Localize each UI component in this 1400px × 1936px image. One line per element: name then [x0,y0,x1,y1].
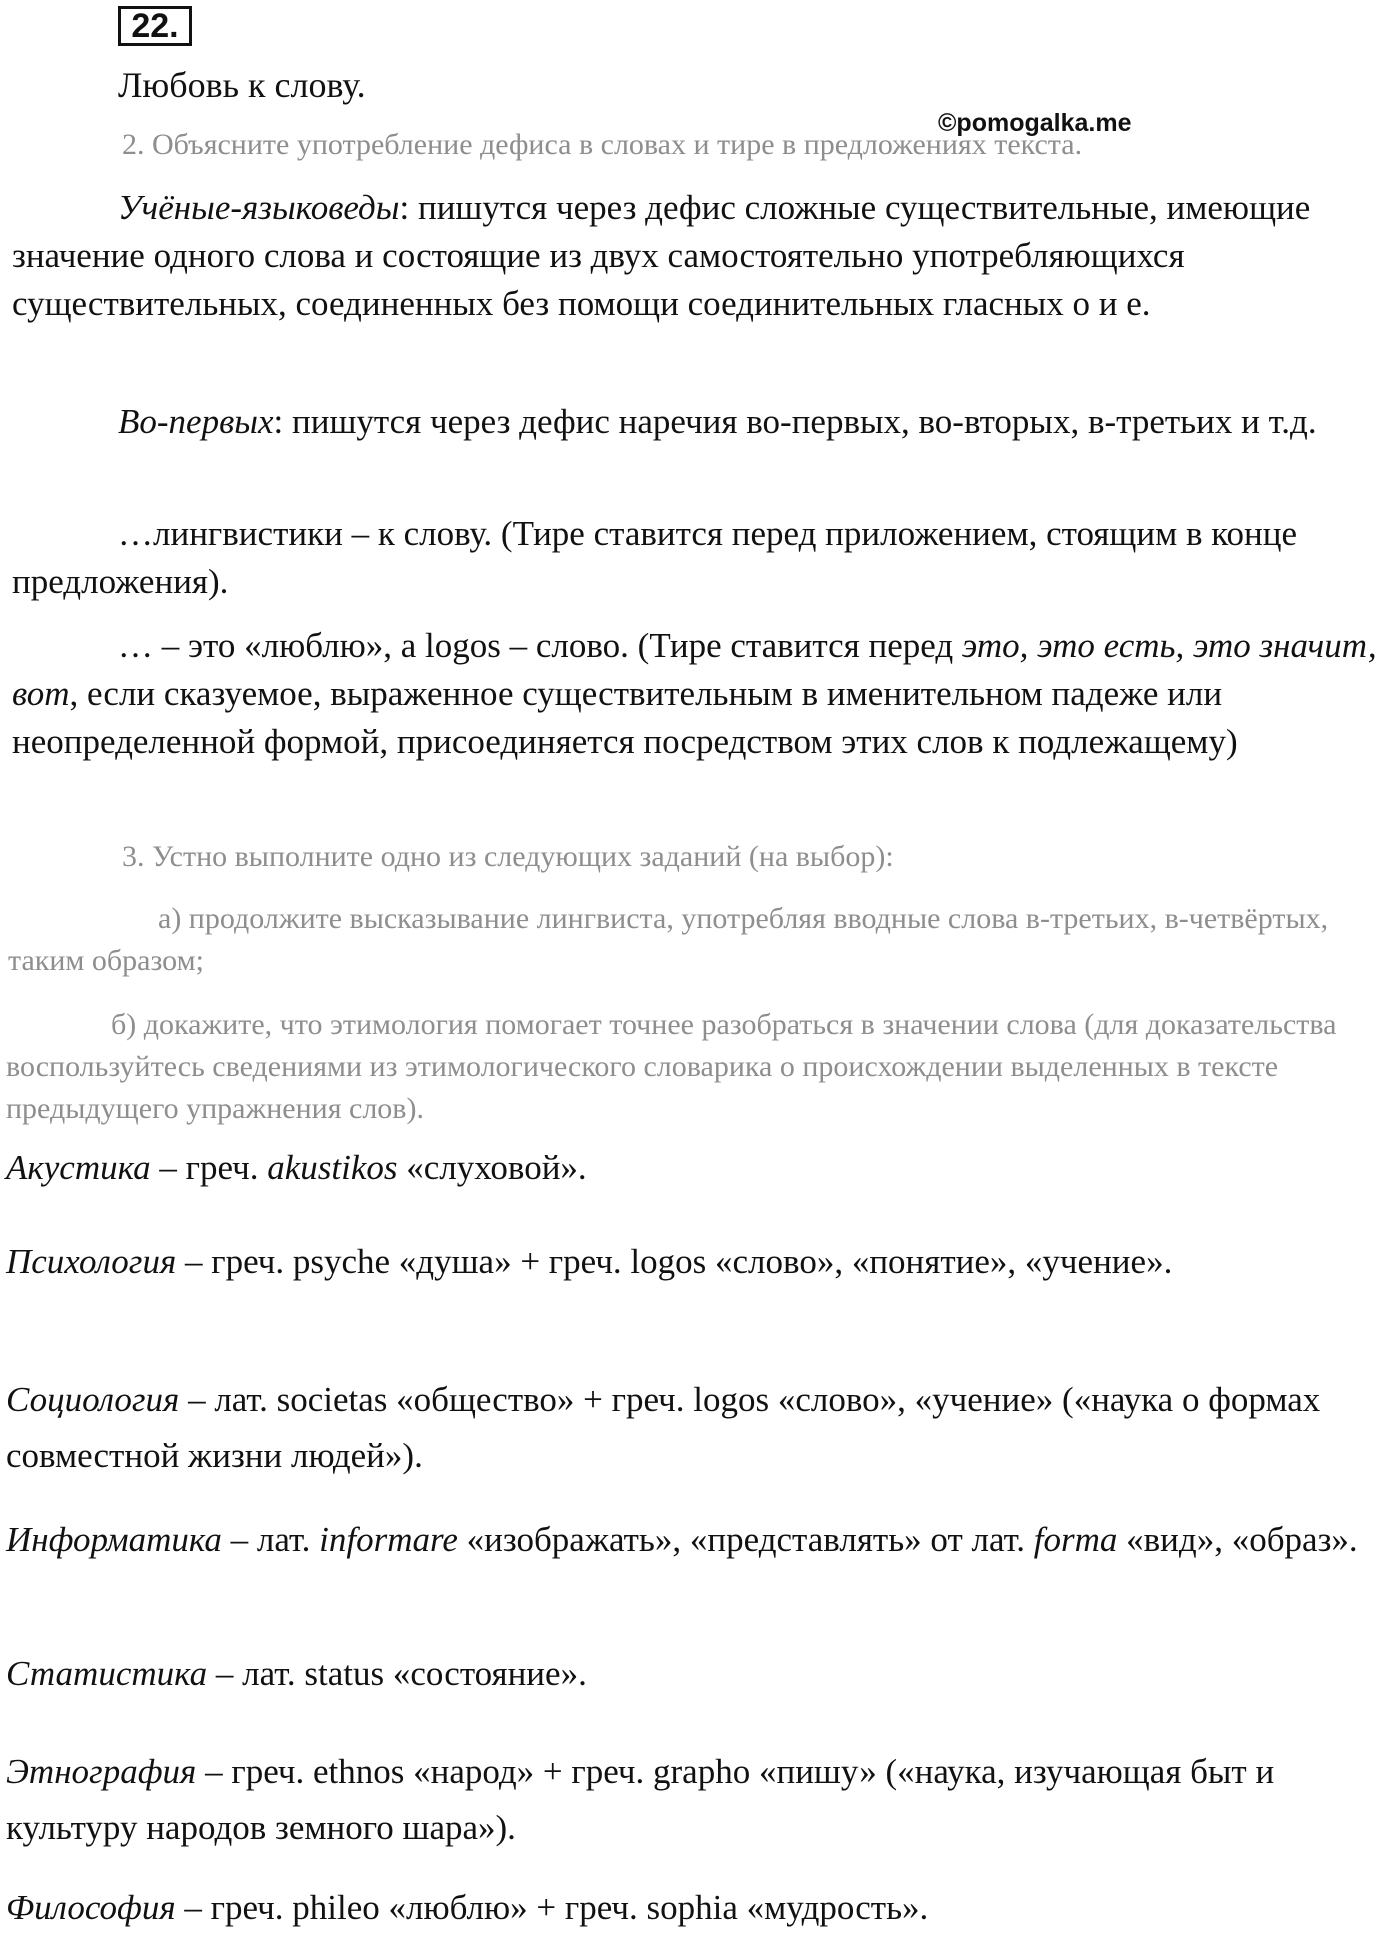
etymology-term: Акустика [6,1148,151,1187]
etymology-entry [6,1140,1386,1196]
etymology-definition-part: – греч. phileo «люблю» + греч. sophia «мудрость». [175,1888,929,1927]
answer-italic-4: это, это есть, это значит, вот [12,626,1377,713]
etymology-term: Философия [6,1888,176,1927]
task-3-option-a: а) продолжите высказывание лингвиста, употребляя вводные слова в-третьих, в-четвёртых, таким образом; [8,902,1329,977]
etymology-entry [6,1880,1386,1936]
etymology-definition-part: – греч. ethnos «народ» + греч. grapho «пишу» («наука, изучающая быт и культуру народов земного шара»). [6,1752,1275,1847]
watermark: ©pomogalka.me [938,109,1132,137]
etymology-entry [6,1372,1386,1484]
answer-paragraph-4 [12,622,1400,766]
etymology-term: Этнография [6,1752,197,1791]
etymology-entry [6,1512,1386,1568]
etymology-definition-part: – греч. psyche «душа» + греч. logos «слово», «понятие», «учение». [176,1242,1173,1281]
etymology-definition-part: akustikos [267,1148,398,1187]
answer-text-4b: , если сказуемое, выраженное существительным в именительном падеже или неопределенной формой, присоединяется посредством этих слов к подлежащему) [12,674,1238,761]
etymology-entry [6,1646,1386,1702]
etymology-definition-part: – лат. societas «общество» + греч. logos «слово», «учение» («наука о формах совместной жизни людей»). [6,1380,1321,1475]
etymology-definition-part: forma [1033,1520,1118,1559]
answer-term-1: Учёные-языковеды [118,188,400,227]
etymology-entry [6,1744,1386,1856]
etymology-definition-part: – лат. status «состояние». [207,1654,587,1693]
etymology-definition-part: «слуховой». [397,1148,587,1187]
etymology-definition-part: «изображать», «представлять» от лат. [457,1520,1034,1559]
etymology-term: Социология [6,1380,180,1419]
task-2-instruction: 2. Объясните употребление дефиса в словах и тире в предложениях текста. [122,128,1083,161]
answer-paragraph-1 [12,184,1400,328]
task-3-option-b: б) докажите, что этимология помогает точнее разобраться в значении слова (для доказательства воспользуйтесь сведениями из этимологического словарика о происхождении выделенных в тексте предыдущего упражнения слов). [6,1008,1337,1125]
exercise-number: 22. [118,6,192,46]
answer-text-3: …лингвистики – к слову. (Тире ставится перед приложением, стоящим в конце предложения). [12,514,1297,601]
etymology-entry [6,1234,1386,1290]
exercise-title: Любовь к слову. [118,65,366,105]
task-3-instruction: 3. Устно выполните одно из следующих заданий (на выбор): [122,840,894,873]
answer-text-2: : пишутся через дефис наречия во-первых, во-вторых, в-третьих и т.д. [273,402,1317,441]
etymology-definition-part: informare [319,1520,458,1559]
answer-paragraph-3 [12,510,1400,606]
etymology-definition-part: – лат. [221,1520,320,1559]
answer-paragraph-2 [12,398,1400,446]
etymology-definition-part: «вид», «образ». [1117,1520,1358,1559]
etymology-term: Психология [6,1242,177,1281]
answer-text-1: : пишутся через дефис сложные существительные, имеющие значение одного слова и состоящие из двух самостоятельно употребляющихся существительных, соединенных без помощи соединительных гласных о и е. [12,188,1311,323]
answer-term-2: Во-первых [118,402,274,441]
answer-text-4a: … – это «люблю», а logos – слово. (Тире ставится перед [118,626,962,665]
etymology-term: Статистика [6,1654,208,1693]
etymology-term: Информатика [6,1520,222,1559]
etymology-definition-part: – греч. [150,1148,268,1187]
